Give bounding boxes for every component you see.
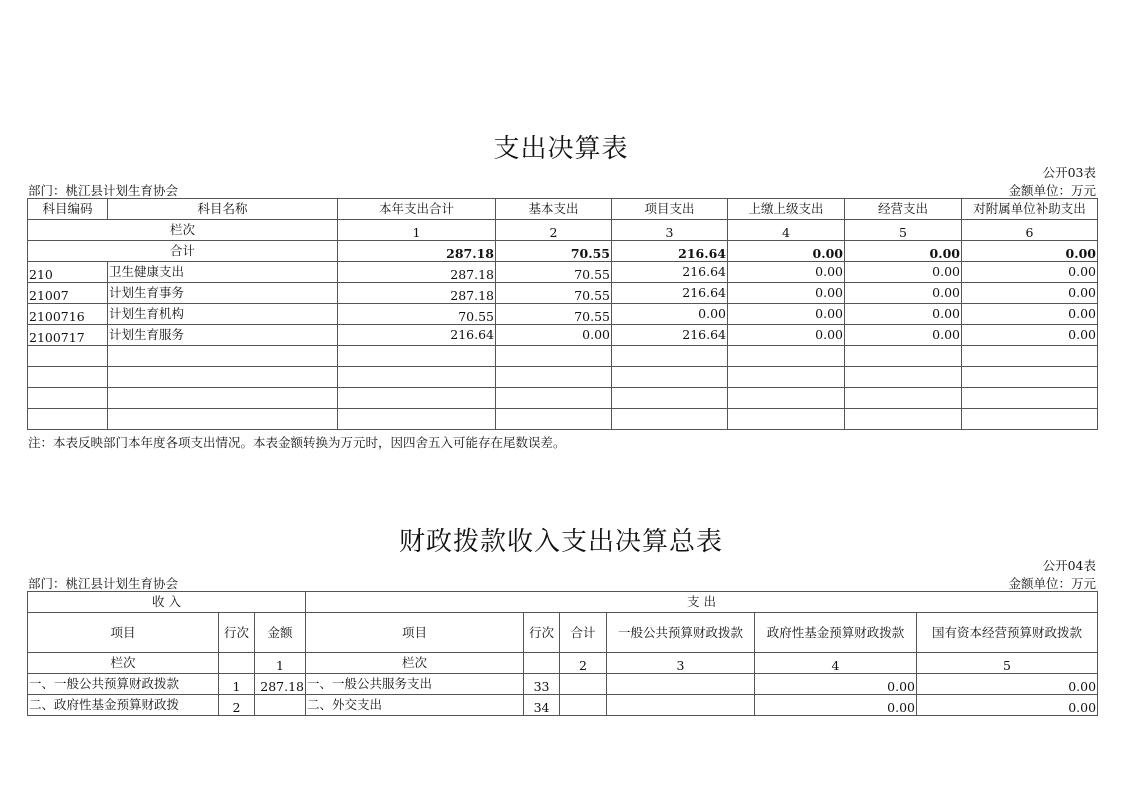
header-expense-item: 项目 — [306, 613, 524, 653]
row-code: 21007 — [28, 283, 108, 304]
header-basic: 基本支出 — [496, 199, 612, 220]
income-amount — [255, 695, 306, 716]
table-row — [28, 262, 1098, 283]
table1-dept: 部门：桃江县计划生育协会 — [28, 183, 179, 198]
table1-note: 注：本表反映部门本年度各项支出情况。本表金额转换为万元时，因四舍五入可能存在尾数误差。 — [28, 435, 566, 450]
row-value: 0.00 — [728, 325, 845, 346]
row-code: 2100717 — [28, 325, 108, 346]
col-num: 5 — [845, 220, 962, 241]
header-project: 项目支出 — [612, 199, 728, 220]
table1-header-row — [28, 199, 1098, 220]
row-name: 计划生育事务 — [108, 283, 338, 304]
expense-state: 0.00 — [917, 674, 1098, 695]
expense-state: 0.00 — [917, 695, 1098, 716]
income-item: 一、一般公共预算财政拨款 — [28, 674, 219, 695]
row-value: 0.00 — [962, 283, 1098, 304]
header-code: 科目编码 — [28, 199, 108, 220]
row-value: 0.00 — [845, 283, 962, 304]
row-value: 0.00 — [962, 304, 1098, 325]
table2-lanci-row — [28, 653, 1098, 674]
table1-total-row — [28, 241, 1098, 262]
row-value: 216.64 — [612, 325, 728, 346]
row-value: 70.55 — [496, 304, 612, 325]
expense-fund: 0.00 — [755, 674, 917, 695]
row-value: 216.64 — [612, 262, 728, 283]
col-num: 6 — [962, 220, 1098, 241]
table1-lanci-row — [28, 220, 1098, 241]
lanci-label: 栏次 — [28, 653, 219, 674]
expense-general — [607, 695, 755, 716]
expense-hangci: 33 — [524, 674, 560, 695]
row-value: 0.00 — [612, 304, 728, 325]
total-value: 70.55 — [496, 241, 612, 262]
empty-row — [28, 388, 1098, 409]
row-name: 卫生健康支出 — [108, 262, 338, 283]
row-value: 70.55 — [338, 304, 496, 325]
row-value: 0.00 — [496, 325, 612, 346]
expense-item: 二、外交支出 — [306, 695, 524, 716]
total-label: 合计 — [28, 241, 338, 262]
lanci-label: 栏次 — [28, 220, 338, 241]
header-subsidy: 对附属单位补助支出 — [962, 199, 1098, 220]
row-value: 216.64 — [338, 325, 496, 346]
header-income-amount: 金额 — [255, 613, 306, 653]
col-num: 1 — [255, 653, 306, 674]
expenditure-table — [27, 198, 1098, 430]
header-income-hangci: 行次 — [219, 613, 255, 653]
expense-total — [560, 695, 607, 716]
empty-row — [28, 367, 1098, 388]
table2-unit: 金额单位：万元 — [1008, 576, 1096, 591]
empty-row — [28, 409, 1098, 430]
header-name: 科目名称 — [108, 199, 338, 220]
header-expense-total: 合计 — [560, 613, 607, 653]
expense-general — [607, 674, 755, 695]
income-amount: 287.18 — [255, 674, 306, 695]
row-value: 0.00 — [962, 262, 1098, 283]
header-state-capital: 国有资本经营预算财政拨款 — [917, 613, 1098, 653]
table-row — [28, 695, 1098, 716]
header-total: 本年支出合计 — [338, 199, 496, 220]
row-name: 计划生育机构 — [108, 304, 338, 325]
table-row — [28, 304, 1098, 325]
header-business: 经营支出 — [845, 199, 962, 220]
row-name: 计划生育服务 — [108, 325, 338, 346]
row-value: 70.55 — [496, 283, 612, 304]
fiscal-summary-table — [27, 591, 1098, 716]
income-label: 收 入 — [28, 592, 306, 613]
row-value: 287.18 — [338, 262, 496, 283]
total-value: 0.00 — [728, 241, 845, 262]
col-num: 1 — [338, 220, 496, 241]
income-hangci: 2 — [219, 695, 255, 716]
row-value: 0.00 — [845, 304, 962, 325]
table2-group-row — [28, 592, 1098, 613]
income-hangci: 1 — [219, 674, 255, 695]
col-num: 2 — [560, 653, 607, 674]
expense-total — [560, 674, 607, 695]
row-code: 210 — [28, 262, 108, 283]
header-general-budget: 一般公共预算财政拨款 — [607, 613, 755, 653]
lanci-label: 栏次 — [306, 653, 524, 674]
col-num: 3 — [612, 220, 728, 241]
table2-code: 公开04表 — [1042, 558, 1096, 573]
row-value: 0.00 — [728, 304, 845, 325]
table1-unit: 金额单位：万元 — [1008, 183, 1096, 198]
total-value: 0.00 — [962, 241, 1098, 262]
row-value: 0.00 — [845, 325, 962, 346]
row-value: 216.64 — [612, 283, 728, 304]
total-value: 0.00 — [845, 241, 962, 262]
header-fund-budget: 政府性基金预算财政拨款 — [755, 613, 917, 653]
table1-title: 支出决算表 — [493, 134, 629, 164]
row-value: 0.00 — [728, 283, 845, 304]
row-value: 0.00 — [845, 262, 962, 283]
table-row — [28, 283, 1098, 304]
income-item: 二、政府性基金预算财政拨 — [28, 695, 219, 716]
header-expense-hangci: 行次 — [524, 613, 560, 653]
header-income-item: 项目 — [28, 613, 219, 653]
row-value: 287.18 — [338, 283, 496, 304]
table1-code: 公开03表 — [1042, 165, 1096, 180]
table2-title: 财政拨款收入支出决算总表 — [398, 527, 723, 557]
total-value: 216.64 — [612, 241, 728, 262]
col-num: 4 — [755, 653, 917, 674]
row-code: 2100716 — [28, 304, 108, 325]
table2-dept: 部门：桃江县计划生育协会 — [28, 576, 179, 591]
row-value: 70.55 — [496, 262, 612, 283]
col-num: 5 — [917, 653, 1098, 674]
table2-header-row — [28, 613, 1098, 653]
expense-fund: 0.00 — [755, 695, 917, 716]
col-num: 3 — [607, 653, 755, 674]
table-row — [28, 325, 1098, 346]
row-value: 0.00 — [962, 325, 1098, 346]
row-value: 0.00 — [728, 262, 845, 283]
total-value: 287.18 — [338, 241, 496, 262]
col-num: 2 — [496, 220, 612, 241]
expense-label: 支 出 — [306, 592, 1098, 613]
empty-row — [28, 346, 1098, 367]
expense-hangci: 34 — [524, 695, 560, 716]
header-upper: 上缴上级支出 — [728, 199, 845, 220]
expense-item: 一、一般公共服务支出 — [306, 674, 524, 695]
table-row — [28, 674, 1098, 695]
col-num: 4 — [728, 220, 845, 241]
